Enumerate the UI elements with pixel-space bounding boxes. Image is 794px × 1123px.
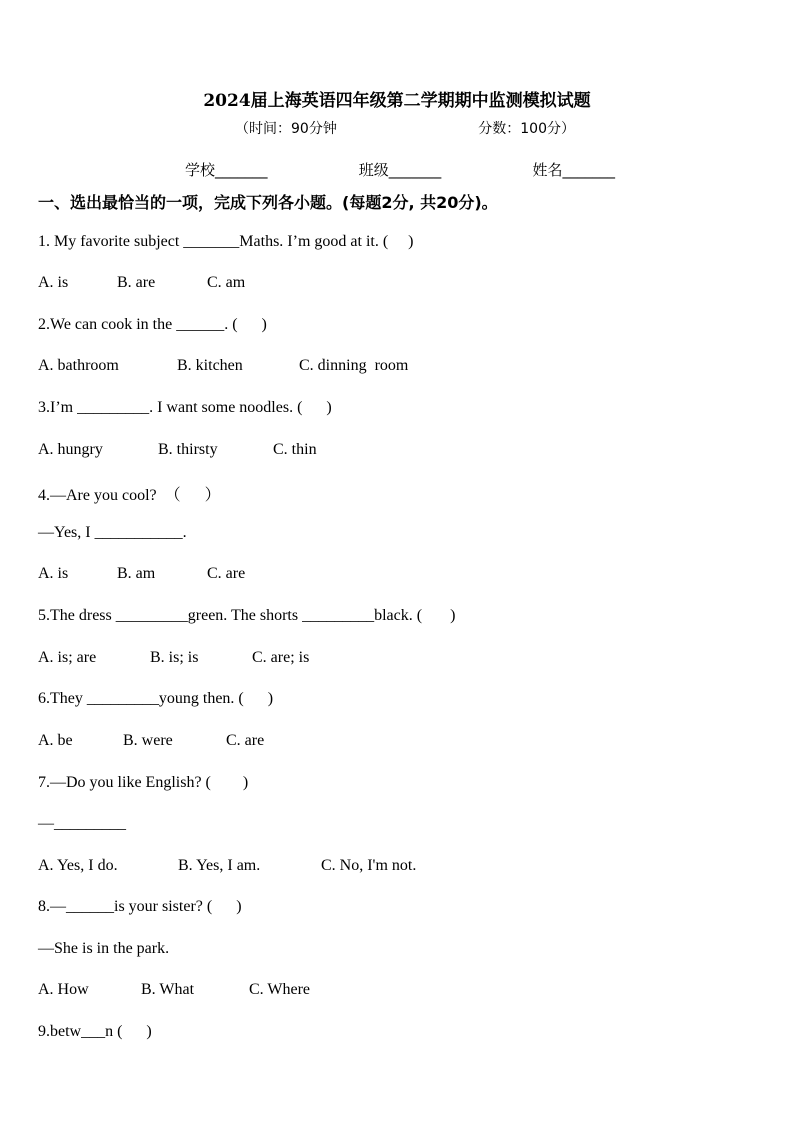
options-6	[38, 732, 264, 750]
question-7: 7.—Do you like English? ( )	[38, 774, 249, 791]
option-c: C. No, I'm not.	[321, 857, 417, 874]
answer-line-8: —She is in the park.	[38, 940, 170, 957]
question-4: 4.—Are you cool? （ ）	[38, 487, 221, 504]
option-b: B. were	[123, 732, 173, 749]
option-a: A. is	[38, 274, 69, 291]
question-2: 2.We can cook in the ______. ( )	[38, 316, 267, 333]
question-3: 3.I’m _________. I want some noodles. ( )	[38, 399, 332, 416]
question-8: 8.—______is your sister? ( )	[38, 898, 242, 915]
option-a: A. is; are	[38, 649, 97, 666]
question-6: 6.They _________young then. ( )	[38, 690, 274, 707]
option-a: A. How	[38, 981, 89, 998]
option-a: A. be	[38, 732, 73, 749]
option-a: A. is	[38, 565, 69, 582]
option-c: C. are; is	[252, 649, 310, 666]
student-info	[185, 159, 615, 180]
option-c: C. thin	[273, 441, 317, 458]
option-b: B. kitchen	[177, 357, 243, 374]
option-a: A. bathroom	[38, 357, 119, 374]
option-c: C. are	[207, 565, 246, 582]
option-a: A. Yes, I do.	[38, 857, 118, 874]
option-b: B. thirsty	[158, 441, 218, 458]
option-c: C. are	[226, 732, 265, 749]
name-field: 姓名_______	[532, 161, 615, 179]
option-b: B. is; is	[150, 649, 199, 666]
page-title: 2024届上海英语四年级第二学期期中监测模拟试题	[203, 91, 591, 111]
options-5	[38, 649, 309, 667]
options-3	[38, 441, 317, 459]
section-heading: 一、选出最恰当的一项，完成下列各小题。(每题2分, 共20分)。	[38, 193, 498, 212]
option-b: B. am	[117, 565, 156, 582]
answer-line-4: —Yes, I ___________.	[38, 524, 187, 541]
options-8	[38, 981, 310, 999]
time-label: （时间：90分钟	[235, 121, 337, 137]
option-b: B. are	[117, 274, 156, 291]
question-9: 9.betw___n ( )	[38, 1023, 152, 1040]
class-field: 班级_______	[358, 161, 442, 179]
answer-line-7: —_________	[38, 815, 126, 832]
options-4	[38, 565, 245, 583]
options-1	[38, 274, 245, 292]
option-c: C. am	[207, 274, 246, 291]
options-2	[38, 357, 408, 375]
option-c: C. Where	[249, 981, 311, 998]
option-b: B. What	[141, 981, 195, 998]
exam-meta	[235, 118, 575, 138]
question-1: 1. My favorite subject _______Maths. I’m good at it. ( )	[38, 233, 414, 250]
option-b: B. Yes, I am.	[178, 857, 261, 874]
option-a: A. hungry	[38, 441, 103, 458]
score-label: 分数：100分）	[478, 121, 575, 137]
question-5: 5.The dress _________green. The shorts _________black. ( )	[38, 607, 456, 624]
school-field: 学校_______	[185, 161, 268, 179]
option-c: C. dinning room	[299, 357, 409, 374]
options-7	[38, 857, 416, 875]
